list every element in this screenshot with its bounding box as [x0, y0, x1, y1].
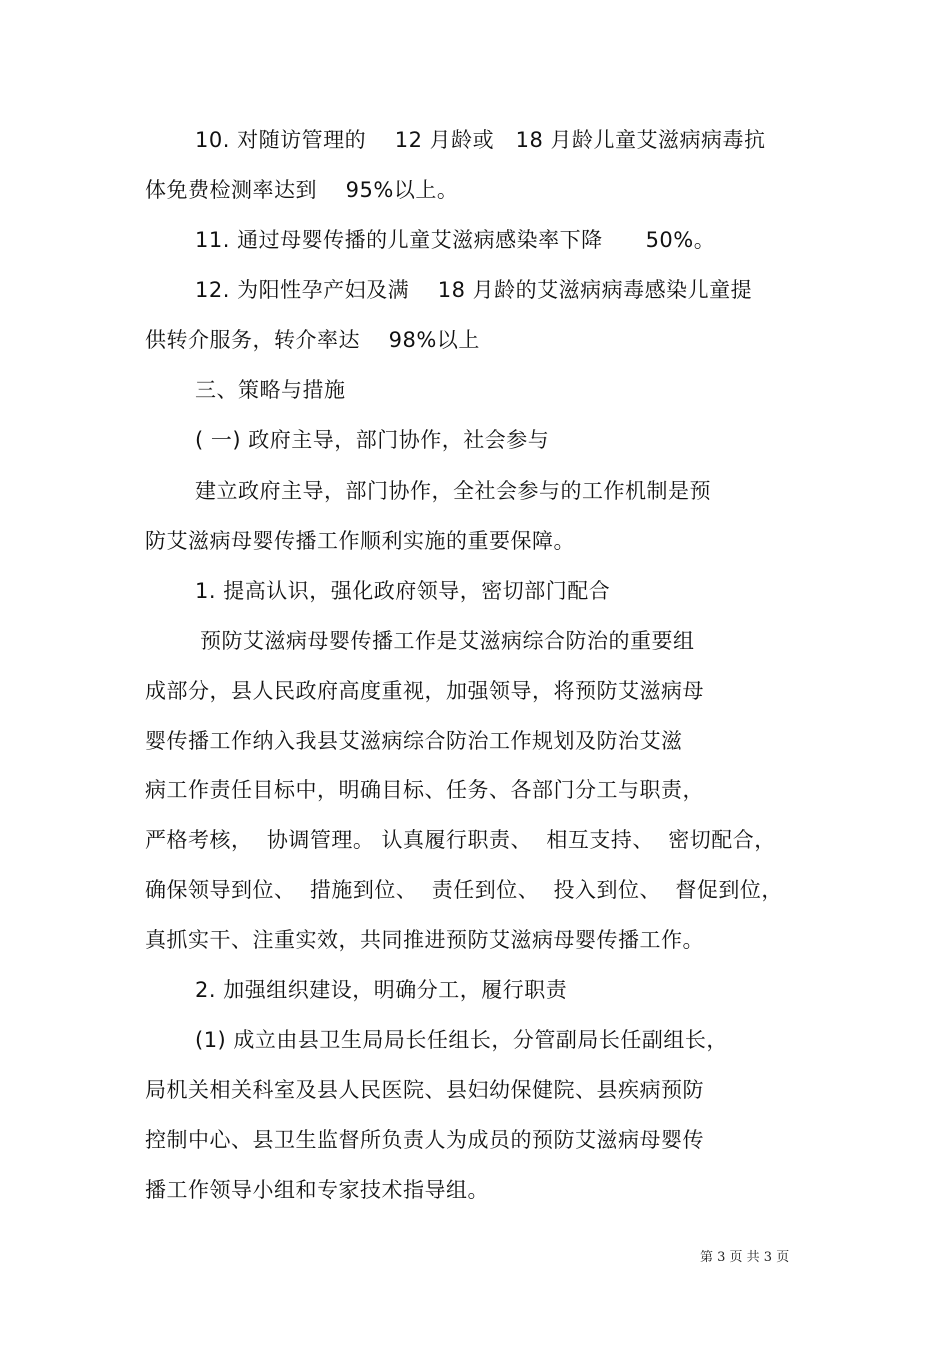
- paragraph-line: 防艾滋病母婴传播工作顺利实施的重要保障。: [145, 529, 575, 553]
- paragraph-line: 12. 为阳性孕产妇及满 18 月龄的艾滋病病毒感染儿童提: [195, 278, 753, 302]
- paragraph-line: 建立政府主导，部门协作，全社会参与的工作机制是预: [195, 479, 711, 503]
- paragraph-line: 预防艾滋病母婴传播工作是艾滋病综合防治的重要组: [200, 629, 695, 653]
- paragraph-line: 严格考核， 协调管理。 认真履行职责、 相互支持、 密切配合，: [145, 828, 776, 852]
- item-heading: 2. 加强组织建设，明确分工，履行职责: [195, 978, 568, 1002]
- paragraph-line: 播工作领导小组和专家技术指导组。: [145, 1178, 489, 1202]
- paragraph-line: 局机关相关科室及县人民医院、县妇幼保健院、县疾病预防: [145, 1078, 704, 1102]
- paragraph-line: 婴传播工作纳入我县艾滋病综合防治工作规划及防治艾滋: [145, 729, 683, 753]
- paragraph-line: (1) 成立由县卫生局局长任组长，分管副局长任副组长，: [195, 1028, 728, 1052]
- page-number-footer: 第 3 页 共 3 页: [700, 1250, 790, 1265]
- paragraph-line: 体免费检测率达到 95%以上。: [145, 178, 459, 202]
- paragraph-line: 成部分，县人民政府高度重视，加强领导，将预防艾滋病母: [145, 679, 704, 703]
- section-heading: 三、策略与措施: [195, 378, 346, 402]
- item-heading: 1. 提高认识，强化政府领导，密切部门配合: [195, 579, 611, 603]
- paragraph-line: 确保领导到位、 措施到位、 责任到位、 投入到位、 督促到位，: [145, 878, 783, 902]
- paragraph-line: 10. 对随访管理的 12 月龄或 18 月龄儿童艾滋病病毒抗: [195, 128, 766, 152]
- paragraph-line: 控制中心、县卫生监督所负责人为成员的预防艾滋病母婴传: [145, 1128, 704, 1152]
- paragraph-line: 真抓实干、注重实效，共同推进预防艾滋病母婴传播工作。: [145, 928, 704, 952]
- subsection-heading: ( 一) 政府主导，部门协作，社会参与: [195, 428, 550, 452]
- paragraph-line: 11. 通过母婴传播的儿童艾滋病感染率下降 50%。: [195, 228, 716, 252]
- paragraph-line: 供转介服务，转介率达 98%以上: [145, 328, 480, 352]
- paragraph-line: 病工作责任目标中，明确目标、任务、各部门分工与职责，: [145, 778, 704, 802]
